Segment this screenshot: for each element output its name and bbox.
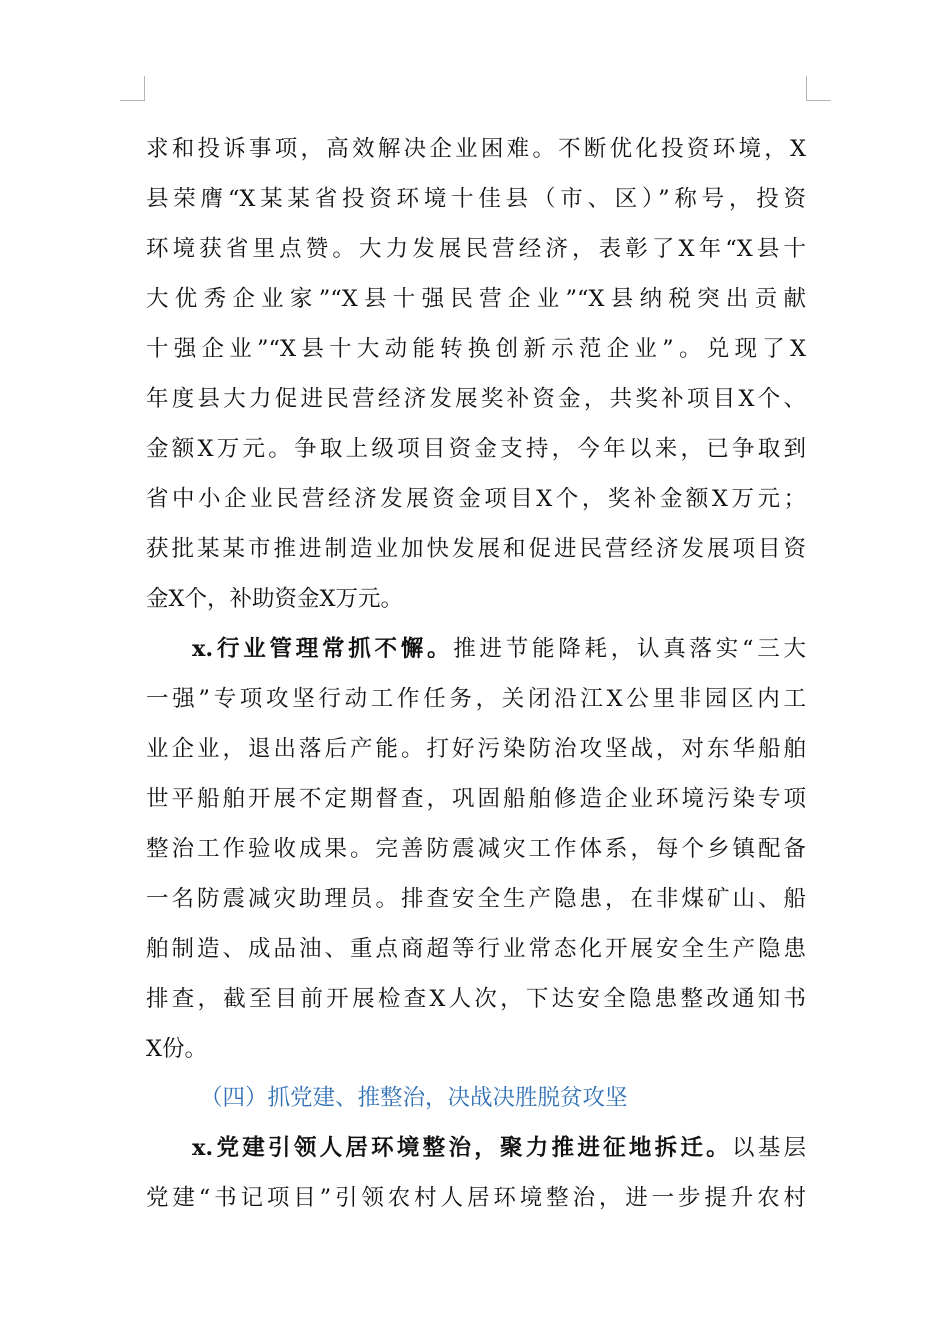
text-line: 一名防震减灾助理员。排查安全生产隐患，在非煤矿山、船 [146,886,806,912]
text-line: 十强企业”“X县十大动能转换创新示范企业”。兑现了X [146,336,806,362]
text-line: X份。 [146,1036,208,1062]
paragraph-industry-management [146,624,806,1074]
text-line: 省中小企业民营经济发展资金项目X个，奖补金额X万元； [146,486,806,512]
text-line: 金额X万元。争取上级项目资金支持，今年以来，已争取到 [146,436,806,462]
text-line: 大优秀企业家”“X县十强民营企业”“X县纳税突出贡献 [146,286,806,312]
text-line: 求和投诉事项，高效解决企业困难。不断优化投资环境，X [146,136,806,162]
paragraph-party-building [146,1123,806,1223]
crop-mark-top-right [806,76,831,101]
text-line: 整治工作验收成果。完善防震减灾工作体系，每个乡镇配备 [146,836,806,862]
text-line: 舶制造、成品油、重点商超等行业常态化开展安全生产隐患 [146,936,806,962]
crop-mark-top-left [120,76,145,101]
text-line: 世平船舶开展不定期督查，巩固船舶修造企业环境污染专项 [146,786,806,812]
paragraph-lead-bold: x.行业管理常抓不懈。 [192,636,454,662]
paragraph-lead-rest: 推进节能降耗，认真落实“三大 [453,636,806,662]
text-line: 县荣膺“X某某省投资环境十佳县（市、区）”称号，投资 [146,186,806,212]
section-heading: （四）抓党建、推整治，决战决胜脱贫攻坚 [200,1085,628,1111]
paragraph-first-line [146,1123,806,1173]
text-line: 党建“书记项目”引领农村人居环境整治，进一步提升农村 [146,1185,806,1211]
text-line: 一强”专项攻坚行动工作任务，关闭沿江X公里非园区内工 [146,686,806,712]
text-line: 环境获省里点赞。大力发展民营经济，表彰了X年“X县十 [146,236,806,262]
text-line: 业企业，退出落后产能。打好污染防治攻坚战，对东华船舶 [146,736,806,762]
text-line: 排查，截至目前开展检查X人次，下达安全隐患整改通知书 [146,986,806,1012]
paragraph-first-line [146,624,806,674]
text-line: 金X个，补助资金X万元。 [146,586,404,612]
text-line: 年度县大力促进民营经济发展奖补资金，共奖补项目X个、 [146,386,806,412]
paragraph-lead-rest: 以基层 [731,1135,806,1161]
paragraph-lead-bold: x.党建引领人居环境整治，聚力推进征地拆迁。 [192,1135,732,1161]
paragraph-investment-environment [146,124,806,624]
text-line: 获批某某市推进制造业加快发展和促进民营经济发展项目资 [146,536,806,562]
